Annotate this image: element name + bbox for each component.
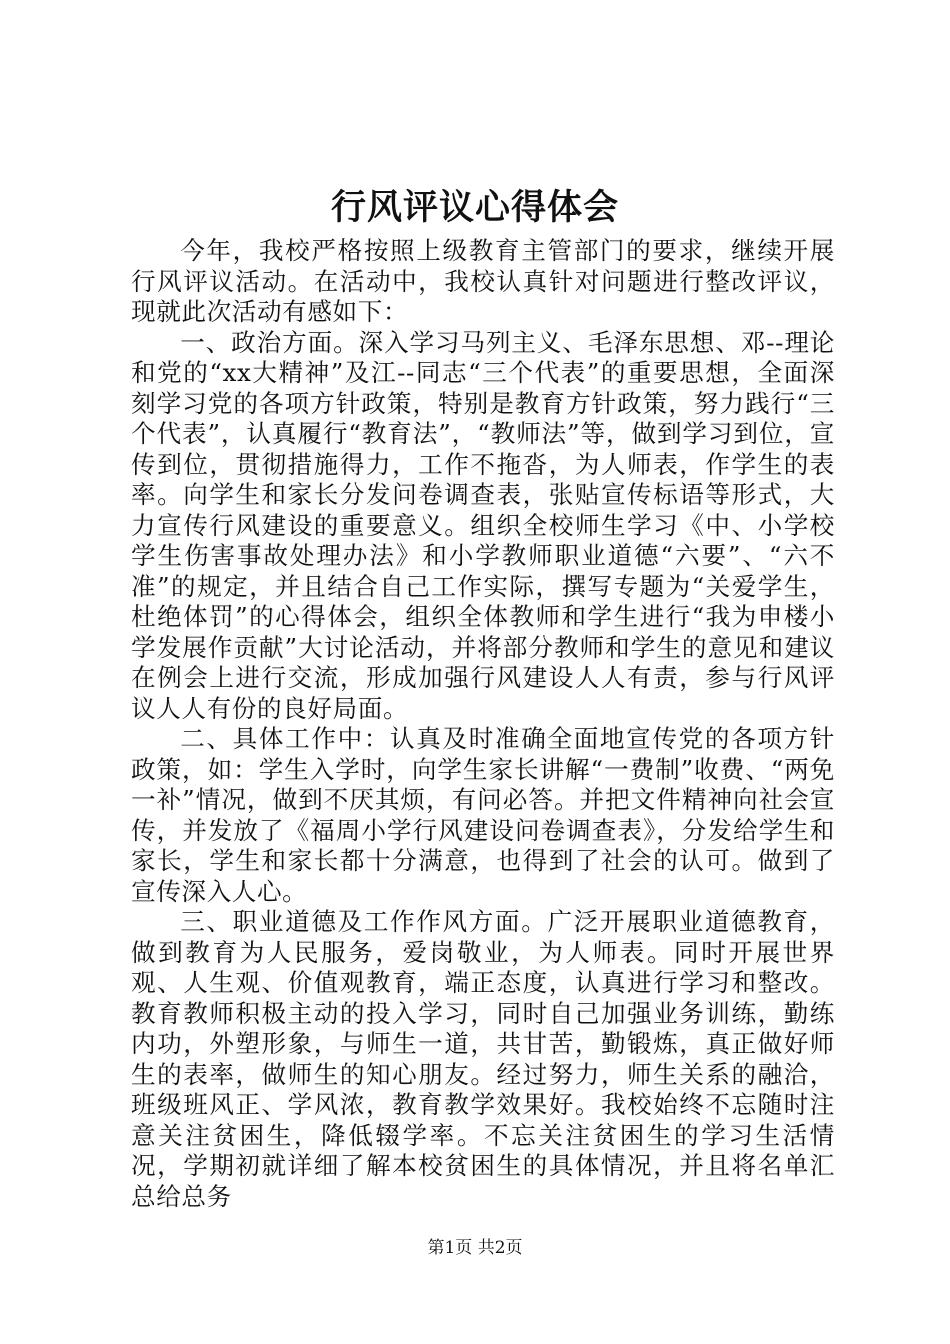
paragraph-politics: 一、政治方面。深入学习马列主义、毛泽东思想、邓--理论和党的“xx大精神”及江--同志“三个代表”的重要思想，全面深刻学习党的各项方针政策，特别是教育方针政策，努力践行“三个代表”，认真履行“教育法”，“教师法”等，做到学习到位，宣传到位，贯彻措施得力，工作不拖沓，为人师表，作学生的表率。向学生和家长分发问卷调查表，张贴宣传标语等形式，大力宣传行风建设的重要意义。组织全校师生学习《中、小学校学生伤害事故处理办法》和小学教师职业道德“六要”、“六不准”的规定，并且结合自己工作实际，撰写专题为“关爱学生，杜绝体罚”的心得体会，组织全体教师和学生进行“我为申楼小学发展作贡献”大讨论活动，并将部分教师和学生的意见和建议在例会上进行交流，形成加强行风建设人人有责，参与行风评议人人有份的良好局面。 xyxy=(131,327,835,723)
document-title: 行风评议心得体会 xyxy=(330,187,619,228)
paragraph-specific-work: 二、具体工作中：认真及时准确全面地宣传党的各项方针政策，如：学生入学时，向学生家长讲解“一费制”收费、“两免一补”情况，做到不厌其烦，有问必答。并把文件精神向社会宣传，并发放了《福周小学行风建设问卷调查表》，分发给学生和家长，学生和家长都十分满意，也得到了社会的认可。做到了宣传深入人心。 xyxy=(131,724,835,906)
page-number-footer: 第1页 共2页 xyxy=(427,1238,523,1258)
paragraph-professional-ethics: 三、职业道德及工作作风方面。广泛开展职业道德教育，做到教育为人民服务，爱岗敬业，为人师表。同时开展世界观、人生观、价值观教育，端正态度，认真进行学习和整改。教育教师积极主动的投入学习，同时自己加强业务训练，勤练内功，外塑形象，与师生一道，共甘苦，勤锻炼，真正做好师生的表率，做师生的知心朋友。经过努力，师生关系的融洽，班级班风正、学风浓，教育教学效果好。我校始终不忘随时注意关注贫困生，降低辍学率。不忘关注贫困生的学习生活情况，学期初就详细了解本校贫困生的具体情况，并且将名单汇总给总务 xyxy=(131,907,835,1211)
document-body xyxy=(131,236,835,1212)
paragraph-intro: 今年，我校严格按照上级教育主管部门的要求，继续开展行风评议活动。在活动中，我校认真针对问题进行整改评议，现就此次活动有感如下： xyxy=(131,236,835,326)
